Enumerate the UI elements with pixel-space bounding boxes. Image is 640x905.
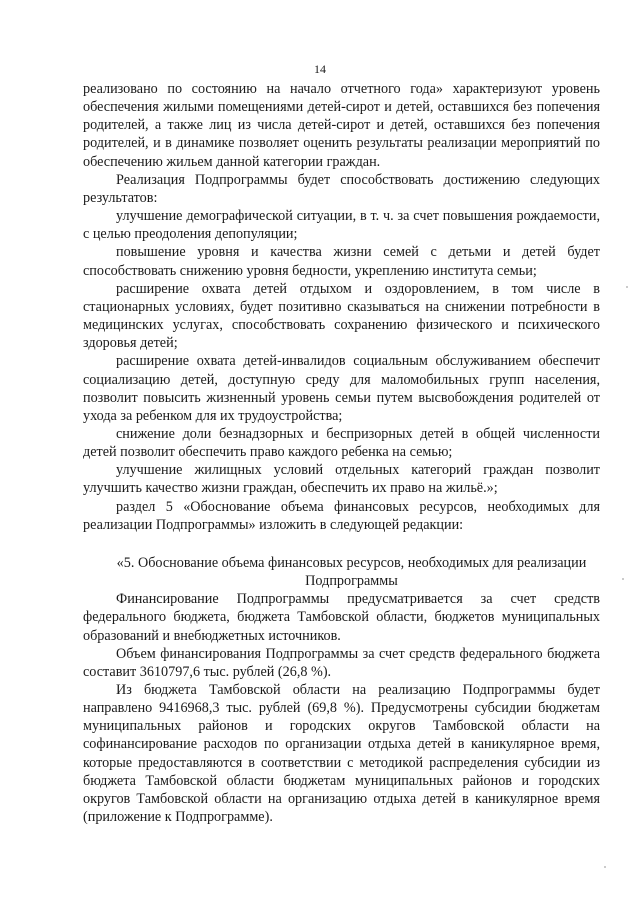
scan-speck [626,286,628,288]
document-body [83,80,600,826]
paragraph: реализовано по состоянию на начало отчетного года» характеризуют уровень обеспечения жилыми помещениями детей-сирот и детей, оставшихся без попечения родителей, а также лиц из числа детей-сирот и детей, оставшихся без попечения родителей, и в динамике позволяет оценить результаты реализации мероприятий по обеспечению жильем данной категории граждан. [83,81,600,170]
paragraph: Из бюджета Тамбовской области на реализацию Подпрограммы будет направлено 9416968,3 тыс. рублей (69,8 %). Предусмотрены субсидии бюджетам муниципальных районов и городских округов Тамбовской области на софинансирование расходов по организации отдыха детей в каникулярное время, которые предоставляются в соответствии с методикой распределения субсидии из бюджета Тамбовской области бюджетам муниципальных районов и городских округов Тамбовской области на организацию отдыха детей в каникулярное время (приложение к Подпрограмме). [83,682,600,826]
paragraph: раздел 5 «Обоснование объема финансовых ресурсов, необходимых для реализации Подпрограммы» изложить в следующей редакции: [83,498,600,533]
paragraph: Реализация Подпрограммы будет способствовать достижению следующих результатов: [83,171,600,206]
paragraph: Финансирование Подпрограммы предусматривается за счет средств федерального бюджета, бюджета Тамбовской области, бюджетов муниципальных образований и внебюджетных источников. [83,591,600,644]
list-item: повышение уровня и качества жизни семей с детьми и детей будет способствовать снижению уровня бедности, укреплению института семьи; [83,244,600,279]
list-item: расширение охвата детей-инвалидов социальным обслуживанием обеспечит социализацию детей, доступную среду для маломобильных групп населения, позволит повысить жизненный уровень семьи путем высвобождения родителей от ухода за ребенком для их трудоустройства; [83,353,600,424]
page-number: 14 [314,62,326,76]
list-item: снижение доли безнадзорных и беспризорных детей в общей численности детей позволит обеспечить право каждого ребенка на семью; [83,425,600,461]
paragraph: Объем финансирования Подпрограммы за счет средств федерального бюджета составит 3610797,6 тыс. рублей (26,8 %). [83,645,600,680]
scan-speck [622,578,624,580]
list-item: улучшение демографической ситуации, в т. ч. за счет повышения рождаемости, с целью преодоления депопуляции; [83,208,600,243]
spacer [83,534,600,554]
section-title: «5. Обоснование объема финансовых ресурсов, необходимых для реализации Подпрограммы [116,554,587,590]
list-item: улучшение жилищных условий отдельных категорий граждан позволит улучшить качество жизни граждан, обеспечить их право на жильё.»; [83,462,600,497]
list-item: расширение охвата детей отдыхом и оздоровлением, в том числе в стационарных условиях, будет позитивно сказываться на снижении потребности в медицинских услугах, способствовать сохранению физического и психического здоровья детей; [83,280,600,352]
scan-speck [604,866,606,868]
